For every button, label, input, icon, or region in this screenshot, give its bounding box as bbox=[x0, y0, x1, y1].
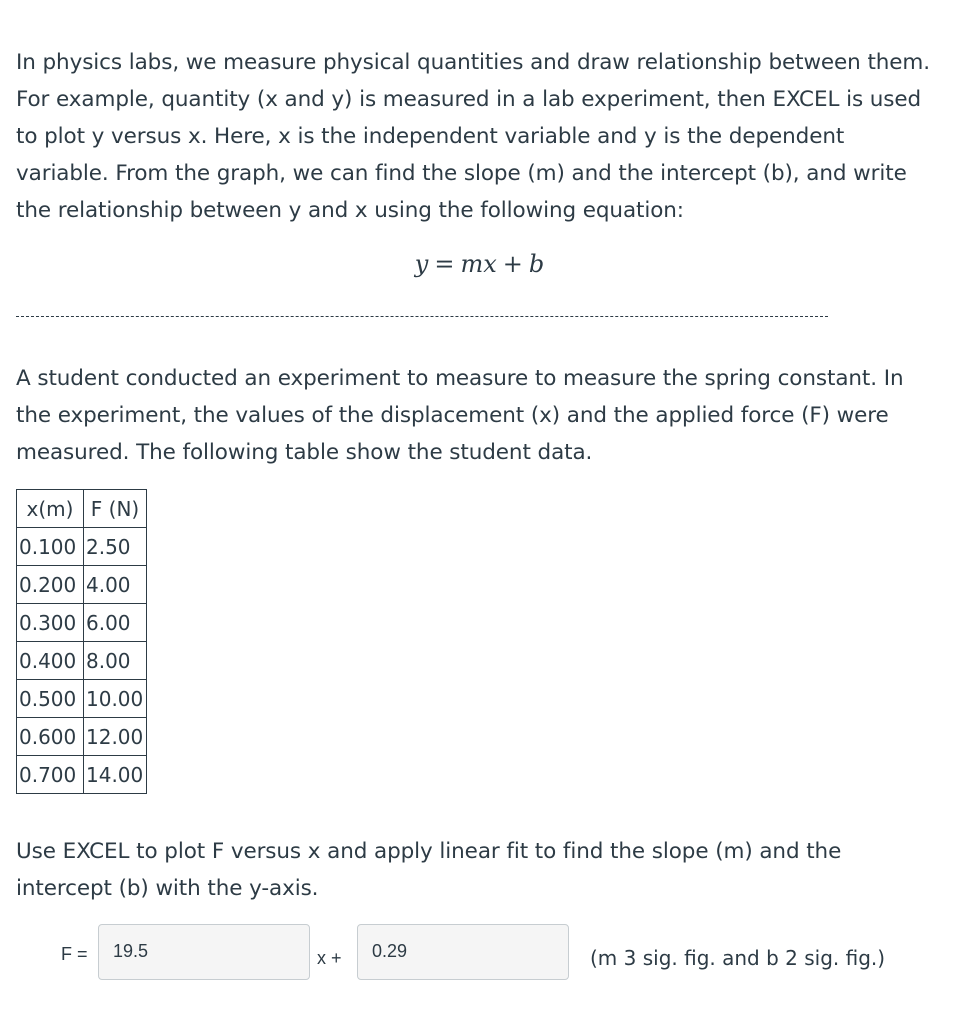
table-row bbox=[17, 680, 147, 718]
table-header-row bbox=[17, 490, 147, 528]
instruction-paragraph: Use EXCEL to plot F versus x and apply linear fit to find the slope (m) and the intercept (b) with the y-axis. bbox=[16, 839, 842, 901]
cell-f: 10.00 bbox=[84, 680, 147, 718]
cell-x: 0.300 bbox=[17, 604, 84, 642]
cell-f: 14.00 bbox=[84, 756, 147, 794]
equation-plus: + bbox=[502, 250, 523, 278]
table-row bbox=[17, 642, 147, 680]
slope-input[interactable]: 19.5 bbox=[98, 924, 310, 980]
intercept-input[interactable]: 0.29 bbox=[357, 924, 569, 980]
cell-x: 0.100 bbox=[17, 528, 84, 566]
table-row bbox=[17, 756, 147, 794]
intro-paragraph: In physics labs, we measure physical quantities and draw relationship between them. For example, quantity (x and y) is measured in a lab experiment, then EXCEL is used to plot y versus x. Here, x is the independent variable and y is the dependent variable. From the graph, we can find the slope (m) and the intercept (b), and write the relationship between y and x using the following equation: bbox=[16, 50, 931, 223]
f-equals-label: F = bbox=[61, 944, 88, 964]
cell-x: 0.600 bbox=[17, 718, 84, 756]
cell-x: 0.200 bbox=[17, 566, 84, 604]
table-row bbox=[17, 566, 147, 604]
table-row bbox=[17, 528, 147, 566]
cell-x: 0.400 bbox=[17, 642, 84, 680]
cell-x: 0.500 bbox=[17, 680, 84, 718]
cell-f: 2.50 bbox=[84, 528, 147, 566]
cell-f: 4.00 bbox=[84, 566, 147, 604]
linear-equation bbox=[0, 250, 959, 278]
dashed-divider bbox=[16, 316, 828, 317]
equation-b: b bbox=[528, 250, 545, 278]
experiment-paragraph: A student conducted an experiment to measure to measure the spring constant. In the experiment, the values of the displacement (x) and the applied force (F) were measured. The following table show the student data. bbox=[16, 366, 904, 465]
equation-y: y bbox=[414, 250, 429, 278]
equation-mx: mx bbox=[460, 250, 497, 278]
header-f: F (N) bbox=[84, 490, 147, 528]
cell-f: 12.00 bbox=[84, 718, 147, 756]
equation-equals: = bbox=[434, 250, 455, 278]
sig-fig-note: (m 3 sig. fig. and b 2 sig. fig.) bbox=[590, 946, 886, 970]
header-x: x(m) bbox=[17, 490, 84, 528]
table-row bbox=[17, 604, 147, 642]
cell-x: 0.700 bbox=[17, 756, 84, 794]
x-plus-label: x + bbox=[317, 948, 342, 968]
cell-f: 8.00 bbox=[84, 642, 147, 680]
cell-f: 6.00 bbox=[84, 604, 147, 642]
data-table bbox=[16, 489, 147, 794]
table-row bbox=[17, 718, 147, 756]
answer-row bbox=[0, 922, 959, 984]
